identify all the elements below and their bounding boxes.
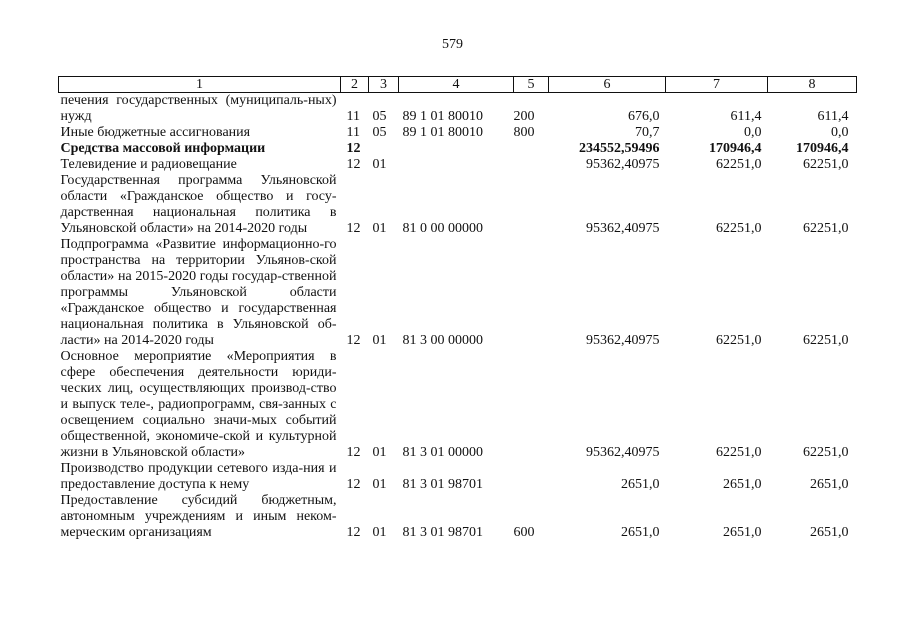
row-amount-col6: 2651,0 xyxy=(621,477,660,492)
row-name: Телевидение и радиовещание xyxy=(60,157,237,172)
row-name: Основное мероприятие «Мероприятия в сфере обеспечения деятельности юриди-ческих лиц, осуществляющих производ-ство и выпуск теле-, радиопрограмм, свя-занных с освещением социально значи-мых событий общественной, экономиче-ской и культурной жизни в Ульяновской области» xyxy=(60,349,337,460)
row-amount-col8: 62251,0 xyxy=(803,333,849,348)
row-section: 11 xyxy=(346,109,360,124)
row-name: Иные бюджетные ассигнования xyxy=(60,125,251,140)
row-subsection: 01 xyxy=(372,445,387,460)
row-section: 12 xyxy=(346,157,361,172)
table-row xyxy=(59,93,857,126)
header-col-6: 6 xyxy=(549,77,666,93)
table-row xyxy=(59,157,857,173)
row-section: 12 xyxy=(346,477,361,492)
budget-table-container xyxy=(58,76,856,541)
row-amount-col8: 0,0 xyxy=(831,125,849,140)
header-col-2: 2 xyxy=(341,77,369,93)
row-expense-type xyxy=(514,237,549,349)
row-amount-col6: 95362,40975 xyxy=(586,445,660,460)
row-expense-type xyxy=(514,173,549,237)
row-amount-col7: 2651,0 xyxy=(723,525,762,540)
row-expense-type xyxy=(514,141,549,157)
row-name: печения государственных (муниципаль-ных) нужд xyxy=(60,93,337,124)
header-col-8: 8 xyxy=(768,77,857,93)
row-amount-col8: 2651,0 xyxy=(810,525,849,540)
row-amount-col6: 95362,40975 xyxy=(586,157,660,172)
row-subsection: 01 xyxy=(372,525,387,540)
row-target-item: 81 3 01 98701 xyxy=(402,525,483,540)
row-amount-col8: 62251,0 xyxy=(803,445,849,460)
budget-table xyxy=(58,76,857,541)
table-header xyxy=(59,77,857,93)
table-row xyxy=(59,237,857,349)
row-subsection xyxy=(369,141,399,157)
row-amount-col7: 62251,0 xyxy=(716,333,762,348)
row-expense-type xyxy=(514,349,549,461)
row-subsection: 05 xyxy=(372,109,387,124)
row-target-item: 81 3 01 00000 xyxy=(402,445,483,460)
header-col-1: 1 xyxy=(59,77,341,93)
row-section: 12 xyxy=(346,445,361,460)
row-subsection: 01 xyxy=(372,221,387,236)
row-expense-type: 600 xyxy=(513,525,535,540)
table-row xyxy=(59,493,857,541)
row-amount-col7: 0,0 xyxy=(744,125,762,140)
row-expense-type xyxy=(514,157,549,173)
row-expense-type: 200 xyxy=(513,109,535,124)
row-amount-col6: 234552,59496 xyxy=(579,141,660,156)
row-target-item: 89 1 01 80010 xyxy=(402,125,483,140)
row-subsection: 01 xyxy=(372,333,387,348)
header-col-7: 7 xyxy=(666,77,768,93)
row-target-item: 81 3 00 00000 xyxy=(402,333,483,348)
row-amount-col7: 611,4 xyxy=(730,109,762,124)
row-section: 11 xyxy=(346,125,360,140)
table-body xyxy=(59,93,857,542)
page-number: 579 xyxy=(442,37,463,52)
row-name: Подпрограмма «Развитие информационно-го пространства на территории Ульянов-ской области» на 2015-2020 годы государ-ственной программы Ульяновской области «Гражданское общество и государственная национальная политика в Ульяновской об-ласти» на 2014-2020 годы xyxy=(60,237,337,348)
row-target-item xyxy=(399,141,514,157)
table-row xyxy=(59,141,857,157)
row-section: 12 xyxy=(346,333,361,348)
row-name: Государственная программа Ульяновской области «Гражданское общество и госу-дарственная национальная политика в Ульяновской области» на 2014-2020 годы xyxy=(60,173,337,236)
row-name: Производство продукции сетевого изда-ния и предоставление доступа к нему xyxy=(60,461,337,492)
row-amount-col6: 95362,40975 xyxy=(586,221,660,236)
table-row xyxy=(59,173,857,237)
row-target-item: 89 1 01 80010 xyxy=(402,109,483,124)
table-row xyxy=(59,125,857,141)
row-section: 12 xyxy=(346,221,361,236)
row-amount-col7: 62251,0 xyxy=(716,445,762,460)
row-target-item: 81 0 00 00000 xyxy=(402,221,483,236)
table-row xyxy=(59,461,857,493)
row-subsection: 01 xyxy=(372,477,387,492)
row-target-item xyxy=(399,157,514,173)
row-name: Средства массовой информации xyxy=(60,141,266,156)
row-amount-col7: 170946,4 xyxy=(709,141,762,156)
row-expense-type xyxy=(514,461,549,493)
row-subsection: 05 xyxy=(372,125,387,140)
row-amount-col8: 170946,4 xyxy=(796,141,849,156)
table-row xyxy=(59,349,857,461)
row-subsection: 01 xyxy=(372,157,387,172)
row-amount-col6: 2651,0 xyxy=(621,525,660,540)
row-amount-col8: 62251,0 xyxy=(803,157,849,172)
header-col-5: 5 xyxy=(514,77,549,93)
header-col-4: 4 xyxy=(399,77,514,93)
row-amount-col7: 62251,0 xyxy=(716,221,762,236)
row-amount-col6: 95362,40975 xyxy=(586,333,660,348)
row-amount-col7: 2651,0 xyxy=(723,477,762,492)
header-col-3: 3 xyxy=(369,77,399,93)
row-amount-col8: 611,4 xyxy=(817,109,849,124)
row-amount-col6: 70,7 xyxy=(635,125,660,140)
row-amount-col6: 676,0 xyxy=(628,109,660,124)
row-target-item: 81 3 01 98701 xyxy=(402,477,483,492)
header-row xyxy=(59,77,857,93)
row-section: 12 xyxy=(346,525,361,540)
row-name: Предоставление субсидий бюджетным, автономным учреждениям и иным неком-мерческим организациям xyxy=(60,493,337,540)
row-amount-col8: 2651,0 xyxy=(810,477,849,492)
row-amount-col7: 62251,0 xyxy=(716,157,762,172)
row-section: 12 xyxy=(346,141,361,156)
row-expense-type: 800 xyxy=(513,125,535,140)
row-amount-col8: 62251,0 xyxy=(803,221,849,236)
